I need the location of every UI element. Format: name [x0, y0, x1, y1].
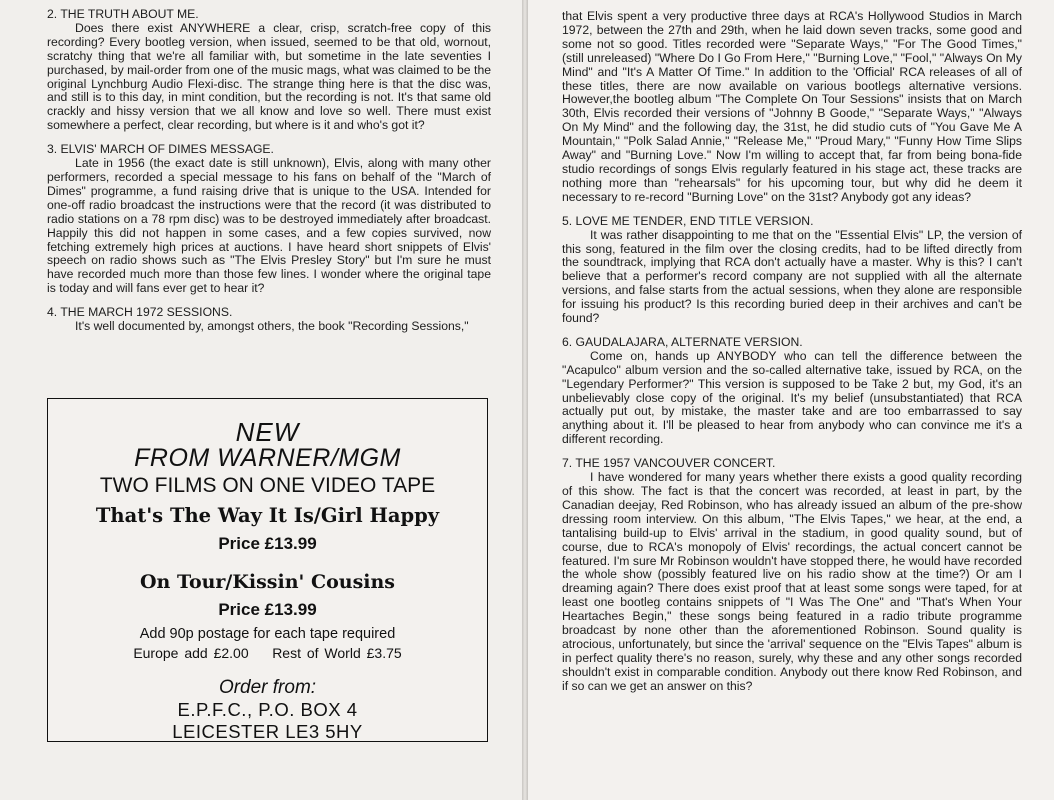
section-heading: 6. GAUDALAJARA, ALTERNATE VERSION.: [562, 334, 803, 349]
section-vancouver-concert: [562, 457, 1022, 693]
section-heading: 7. THE 1957 VANCOUVER CONCERT.: [562, 456, 776, 471]
section-body: It was rather disappointing to me that on the "Essential Elvis" LP, the version of this song, featured in the film over the closing credits, had to be lifted directly from the soundtrack, implying that RCA don't actually have a master. Why is this? I can't believe that a performer's record company are not supplied with all the alternate versions, and false starts from the actual sessions, when they alone are responsible for issuing his product? Is this recording buried deep in their archives and can't be found?: [562, 227, 1022, 326]
right-page: [528, 0, 1054, 800]
left-column-text: [47, 8, 491, 344]
section-heading: 2. THE TRUTH ABOUT ME.: [47, 7, 199, 21]
ad-from-warner-mgm: FROM WARNER/MGM: [134, 444, 401, 472]
section-march-1972-sessions: [47, 306, 491, 334]
ad-address-line-2: LEICESTER LE3 5HY: [172, 721, 363, 742]
left-page: [0, 0, 522, 800]
section-march-1972-sessions-continued: [562, 10, 1022, 205]
section-body: Come on, hands up ANYBODY who can tell the difference between the "Acapulco" album version and the so-called alternative take, issued by RCA, on the "Legendary Performer?" This version is supposed to be Take 2 but, my God, it's an unbelievably close copy of the original. It's my belief (unsubstantiated) that RCA actually put out, by mistake, the master take and are too embarrassed to say anything about it. I'll be pleased to hear from anybody who can convince me it's a different recording.: [562, 348, 1022, 447]
section-gaudalajara: [562, 336, 1022, 447]
section-march-of-dimes: [47, 143, 491, 296]
ad-price-2: Price £13.99: [218, 600, 317, 619]
section-body: It's well documented by, amongst others, the book "Recording Sessions,": [75, 319, 469, 334]
ad-title-1: That's The Way It Is/Girl Happy: [95, 504, 440, 527]
ad-postage-note: Add 90p postage for each tape required: [139, 626, 396, 642]
video-tape-advertisement: [47, 398, 488, 742]
ad-title-2: On Tour/Kissin' Cousins: [140, 571, 395, 593]
ad-new-heading: NEW: [235, 417, 300, 447]
section-body: Does there exist ANYWHERE a clear, crisp, scratch-free copy of this recording? Every bootleg version, when issued, seemed to be that old, wornout, scratchy thing that we're all familiar with, but sometime in the late seventies I purchased, by mail-order from one of the music mags, what was claimed to be the original Lynchburg Audio Flexi-disc. The strange thing here is that the disc was, and still is to this day, in mint condition, but the recording is not. It's that same old crackly and hissy version that we all know and love so well. There must exist somewhere a perfect, clear recording, but where is it and who's got it?: [47, 20, 491, 133]
section-body: I have wondered for many years whether there exists a good quality recording of this show. The fact is that the concert was recorded, at least in part, by the Canadian deejay, Red Robinson, who has already issued an album of the pre-show dressing room interview. On this album, "The Elvis Tapes," we hear, at the end, a tantalising build-up to Elvis' arrival in the stadium, in good quality sound, but of course, due to RCA's monopoly of Elvis' recordings, the actual concert cannot be featured. I'm sure Mr Robinson wouldn't have stopped there, he would have recorded the whole show (possibly featured live on his radio show at the time?) Or am I dreaming again? There does exist proof that at least some songs were taped, for at least one bootleg contains snippets of "I Was The One" and "That's When Your Heartaches Begin," these songs being featured in a radio tribute programme broadcast by none other than the aforementioned Robinson. Sound quality is atrocious, unfortunately, but since the 'arrival' sequence on the "Elvis Tapes" album is in perfect quality there's no reason, surely, why these and any other songs recorded shouldn't exist in comparable condition. Anybody out there know Red Robinson, and if so can we get an answer on this?: [562, 470, 1022, 693]
ad-postage-rates: Europe add £2.00 Rest of World £3.75: [133, 645, 402, 661]
section-heading: 3. ELVIS' MARCH OF DIMES MESSAGE.: [47, 142, 274, 157]
section-heading: 4. THE MARCH 1972 SESSIONS.: [47, 305, 233, 320]
right-column-text: [562, 10, 1022, 704]
ad-order-from: Order from:: [218, 677, 317, 698]
section-love-me-tender: [562, 215, 1022, 326]
section-body: Late in 1956 (the exact date is still unknown), Elvis, along with many other performers, recorded a special message to his fans on behalf of the "March of Dimes" programme, a fund raising drive that is unique to the USA. Intended for one-off radio broadcast the instructions were that the record (it was distributed to radio stations on a 78 rpm disc) was to be destroyed immediately after broadcast. Happily this did not happen in some cases, and a few copies survived, now fetching extremely high prices at auctions. I have heard short snippets of Elvis' speech on radio shows such as "The Elvis Presley Story" but I'm sure he must have recorded much more than those few lines. I wonder where the original tape is today and will fans ever get to hear it?: [47, 156, 491, 296]
ad-address-line-1: E.P.F.C., P.O. BOX 4: [177, 699, 358, 720]
ad-two-films-line: TWO FILMS ON ONE VIDEO TAPE: [99, 474, 436, 497]
section-truth-about-me: [47, 8, 491, 133]
ad-price-1: Price £13.99: [218, 534, 317, 553]
section-heading: 5. LOVE ME TENDER, END TITLE VERSION.: [562, 213, 814, 228]
section-body: that Elvis spent a very productive three days at RCA's Hollywood Studios in March 1972, between the 27th and 29th, when he laid down seven tracks, some good and some not so good. Titles recorded were "Separate Ways," "For The Good Times," (still unreleased) "Where Do I Go From Here," "Burning Love," "Fool," "Always On My Mind" and "It's A Matter Of Time." In addition to the 'Official' RCA releases of all of these titles, there are now available on various bootlegs alternative versions. However,the bootleg album "The Complete On Tour Sessions" insists that on March 30th, Elvis recorded their versions of "Johnny B Goode," "Separate Ways," "Always On My Mind" and the following day, the 31st, he did studio cuts of "You Gave Me A Mountain," "Polk Salad Annie," "Release Me," "Proud Mary," "Funny How Time Slips Away" and "Burning Love." Now I'm willing to accept that, far from being bona-fide studio recordings of songs Elvis regularly featured in his stage act, these tracks are nothing more than "rehearsals" for his upcoming tour, but why did he deem it necessary to re-record "Burning Love" on the 31st? Anybody got any ideas?: [562, 9, 1022, 204]
